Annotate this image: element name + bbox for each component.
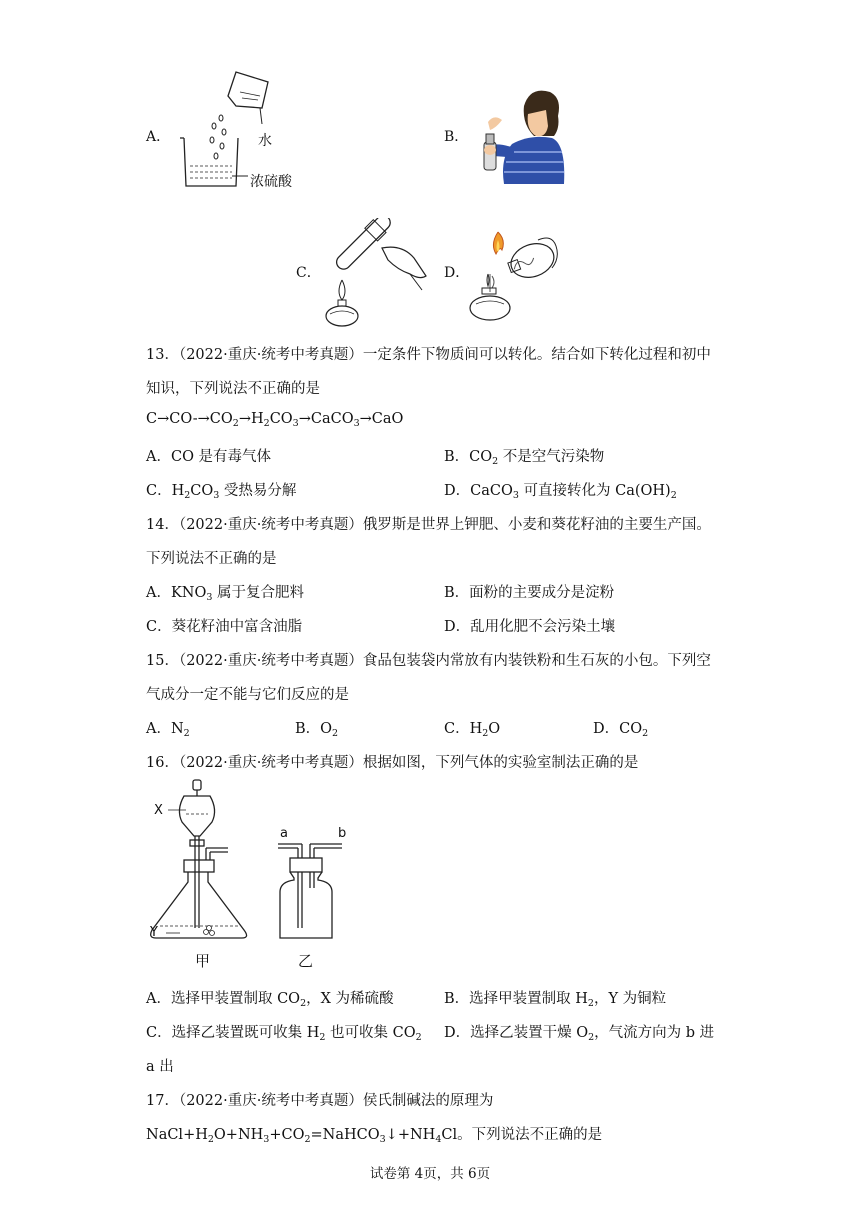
q16-option-b[interactable]: B．选择甲装置制取 $H_2$，Y 为铜粒 — [444, 991, 667, 1009]
figure-label-b: b — [338, 826, 347, 841]
q16-option-a[interactable]: A．选择甲装置制取 $CO_2$，X 为稀硫酸 — [146, 991, 394, 1009]
q15-stem-line1: 15．（2022·重庆·统考中考真题）食品包装袋内常放有内装铁粉和生石灰的小包。下列空 — [146, 653, 711, 669]
figure-label-x: X — [154, 803, 163, 818]
figure-label-jia: 甲 — [195, 952, 211, 970]
q16-apparatus-figure — [146, 778, 366, 972]
q12-option-d-label: D． — [444, 265, 470, 281]
q16-option-d-continuation: a 出 — [146, 1059, 174, 1075]
acid-label: 浓硫酸 — [250, 174, 292, 190]
q13-conversion-chain: $C\to CO-\to CO_2\to H_2CO_3\to CaCO_3\to CaO$ — [146, 411, 404, 429]
q14-option-a[interactable]: A．$KNO_3$ 属于复合肥料 — [146, 585, 305, 603]
q14-stem-line1: 14．（2022·重庆·统考中考真题）俄罗斯是世界上钾肥、小麦和葵花籽油的主要生产国。 — [146, 517, 711, 533]
q12-option-c-label: C． — [296, 265, 321, 281]
q12-option-a-label: A． — [146, 129, 171, 145]
q15-option-c[interactable]: C．$H_2O$ — [444, 721, 501, 739]
q14-option-c[interactable]: C．葵花籽油中富含油脂 — [146, 619, 303, 635]
figure-label-yi: 乙 — [298, 952, 314, 970]
q12-option-b-image — [474, 84, 566, 184]
q16-option-c[interactable]: C．选择乙装置既可收集 $H_2$ 也可收集 $CO_2$ — [146, 1025, 422, 1043]
q12-option-d-image — [468, 224, 564, 324]
q12-option-c-image — [322, 218, 434, 328]
q17-equation: $NaCl+H_2O+NH_3+CO_2=NaHCO_3↓+NH_4Cl$。下列说法不正确的是 — [146, 1127, 603, 1145]
water-label: 水 — [258, 133, 272, 149]
q14-stem-line2: 下列说法不正确的是 — [146, 551, 277, 567]
q13-option-a[interactable]: A．CO 是有毒气体 — [146, 449, 272, 465]
q17-stem: 17．（2022·重庆·统考中考真题）侯氏制碱法的原理为 — [146, 1093, 494, 1109]
page-footer: 试卷第 4页，共 6页 — [369, 1166, 491, 1182]
q16-stem: 16．（2022·重庆·统考中考真题）根据如图，下列气体的实验室制法正确的是 — [146, 755, 639, 771]
q14-option-b[interactable]: B．面粉的主要成分是淀粉 — [444, 585, 615, 601]
q13-option-c[interactable]: C．$H_2CO_3$ 受热易分解 — [146, 483, 297, 501]
q13-option-d[interactable]: D．CaCO$_3$ 可直接转化为 $Ca(OH)_2$ — [444, 483, 677, 501]
q15-stem-line2: 气成分一定不能与它们反应的是 — [146, 687, 349, 703]
q13-stem-line2: 知识，下列说法不正确的是 — [146, 381, 320, 397]
q13-option-b[interactable]: B．$CO_2$ 不是空气污染物 — [444, 449, 605, 467]
q15-option-a[interactable]: A．$N_2$ — [146, 721, 190, 739]
q16-option-d[interactable]: D．选择乙装置干燥 $O_2$，气流方向为 b 进 — [444, 1025, 715, 1043]
q14-option-d[interactable]: D．乱用化肥不会污染土壤 — [444, 619, 616, 635]
q12-option-b-label: B． — [444, 129, 469, 145]
q15-option-d[interactable]: D．$CO_2$ — [593, 721, 649, 739]
figure-label-a: a — [280, 826, 288, 841]
q15-option-b[interactable]: B．$O_2$ — [295, 721, 339, 739]
figure-label-y: Y — [150, 925, 158, 940]
q13-stem-line1: 13．（2022·重庆·统考中考真题）一定条件下物质间可以转化。结合如下转化过程和初中 — [146, 347, 711, 363]
